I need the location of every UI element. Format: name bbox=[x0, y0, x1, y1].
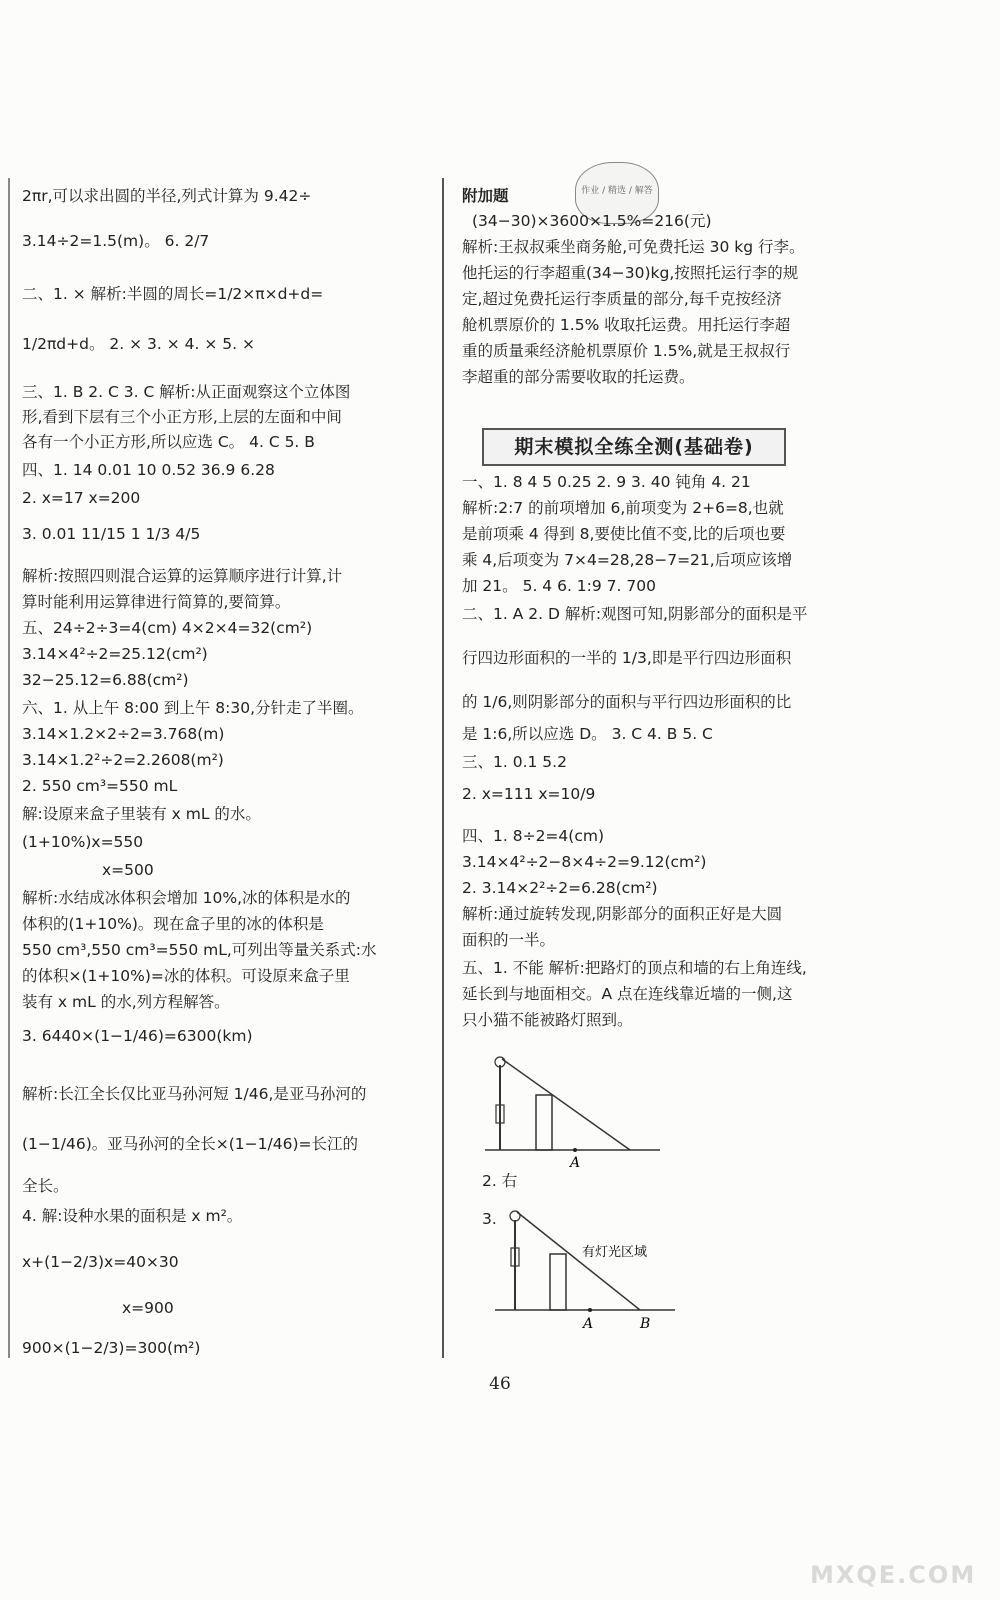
text-line: 解析:通过旋转发现,阴影部分的面积正好是大圆 bbox=[462, 905, 783, 923]
text-line: x+(1−2/3)x=40×30 bbox=[22, 1253, 179, 1271]
text-line: (34−30)×3600×1.5%=216(元) bbox=[472, 212, 712, 230]
text-line: 六、1. 从上午 8:00 到上午 8:30,分针走了半圈。 bbox=[22, 699, 364, 717]
left-margin-rule bbox=[8, 178, 10, 1358]
column-divider bbox=[442, 178, 444, 1358]
text-line: 是 1:6,所以应选 D。 3. C 4. B 5. C bbox=[462, 725, 713, 743]
stamp-text: 作业 / 精选 / 解答 bbox=[581, 186, 653, 196]
text-line: 算时能利用运算律进行简算的,要简算。 bbox=[22, 593, 291, 611]
lit-region-label: 有灯光区域 bbox=[582, 1245, 648, 1260]
text-line: 的 1/6,则阴影部分的面积与平行四边形面积的比 bbox=[462, 693, 792, 711]
text-line: 是前项乘 4 得到 8,要使比值不变,比的后项也要 bbox=[462, 525, 786, 543]
point-a-label: A bbox=[570, 1155, 581, 1170]
light-ray bbox=[517, 1212, 640, 1310]
wall bbox=[550, 1254, 566, 1310]
bonus-heading: 附加题 bbox=[462, 187, 509, 205]
text-line: 定,超过免费托运行李质量的部分,每千克按经济 bbox=[462, 290, 782, 308]
text-line: 解析:王叔叔乘坐商务舱,可免费托运 30 kg 行李。 bbox=[462, 238, 805, 256]
point-b-label: B bbox=[640, 1316, 651, 1332]
text-line: 重的质量乘经济舱机票原价 1.5%,就是王叔叔行 bbox=[462, 342, 791, 360]
text-line: (1−1/46)。亚马孙河的全长×(1−1/46)=长江的 bbox=[22, 1135, 358, 1153]
section-title-banner: 期末模拟全练全测(基础卷) bbox=[482, 428, 786, 466]
lamp-figure-2 bbox=[490, 1198, 680, 1338]
text-line: 3.14÷2=1.5(m)。 6. 2/7 bbox=[22, 232, 210, 250]
text-line: 3.14×4²÷2=25.12(cm²) bbox=[22, 645, 208, 663]
text-line: 解析:2:7 的前项增加 6,前项变为 2+6=8,也就 bbox=[462, 499, 784, 517]
text-line: 2πr,可以求出圆的半径,列式计算为 9.42÷ bbox=[22, 187, 312, 205]
text-line: 乘 4,后项变为 7×4=28,28−7=21,后项应该增 bbox=[462, 551, 793, 569]
text-line: 2. 3.14×2²÷2=6.28(cm²) bbox=[462, 879, 658, 897]
text-line: 延长到与地面相交。A 点在连线靠近墙的一侧,这 bbox=[462, 985, 793, 1003]
text-line: 4. 解:设种水果的面积是 x m²。 bbox=[22, 1207, 243, 1225]
text-line: 3. 6440×(1−1/46)=6300(km) bbox=[22, 1027, 253, 1045]
text-line: 2. x=17 x=200 bbox=[22, 489, 141, 507]
lamp-figure-1 bbox=[480, 1045, 670, 1170]
text-line: 形,看到下层有三个小正方形,上层的左面和中间 bbox=[22, 408, 342, 426]
text-line: 3.14×4²÷2−8×4÷2=9.12(cm²) bbox=[462, 853, 707, 871]
text-line: 1/2πd+d。 2. × 3. × 4. × 5. × bbox=[22, 335, 255, 353]
text-line: 的体积×(1+10%)=冰的体积。可设原来盒子里 bbox=[22, 967, 350, 985]
text-line: 3.14×1.2²÷2=2.2608(m²) bbox=[22, 751, 224, 769]
text-line: 2. 550 cm³=550 mL bbox=[22, 777, 178, 795]
point-a-dot bbox=[588, 1308, 592, 1312]
text-line: 各有一个小正方形,所以应选 C。 4. C 5. B bbox=[22, 433, 315, 451]
text-line: 四、1. 14 0.01 10 0.52 36.9 6.28 bbox=[22, 461, 275, 479]
text-line: x=900 bbox=[122, 1299, 174, 1317]
text-line: x=500 bbox=[102, 861, 154, 879]
text-line: 二、1. × 解析:半圆的周长=1/2×π×d+d= bbox=[22, 285, 324, 303]
point-a-label: A bbox=[583, 1316, 594, 1332]
text-line: 3. 0.01 11/15 1 1/3 4/5 bbox=[22, 525, 201, 543]
watermark-logo bbox=[770, 1496, 995, 1600]
text-line: 2. 右 bbox=[482, 1172, 518, 1190]
text-line: 舱机票原价的 1.5% 收取托运费。用托运行李超 bbox=[462, 316, 791, 334]
text-line: 三、1. B 2. C 3. C 解析:从正面观察这个立体图 bbox=[22, 383, 351, 401]
text-line: 面积的一半。 bbox=[462, 931, 556, 949]
light-ray bbox=[502, 1059, 630, 1150]
text-line: 3. bbox=[482, 1210, 497, 1228]
page-number: 46 bbox=[489, 1374, 511, 1394]
text-line: 只小猫不能被路灯照到。 bbox=[462, 1011, 633, 1029]
text-line: 解析:水结成冰体积会增加 10%,冰的体积是水的 bbox=[22, 889, 351, 907]
text-line: 五、24÷2÷3=4(cm) 4×2×4=32(cm²) bbox=[22, 619, 313, 637]
text-line: 行四边形面积的一半的 1/3,即是平行四边形面积 bbox=[462, 649, 792, 667]
text-line: 五、1. 不能 解析:把路灯的顶点和墙的右上角连线, bbox=[462, 959, 807, 977]
text-line: 体积的(1+10%)。现在盒子里的冰的体积是 bbox=[22, 915, 324, 933]
text-line: 550 cm³,550 cm³=550 mL,可列出等量关系式:水 bbox=[22, 941, 377, 959]
text-line: 解析:按照四则混合运算的运算顺序进行计算,计 bbox=[22, 567, 343, 585]
text-line: 装有 x mL 的水,列方程解答。 bbox=[22, 993, 230, 1011]
text-line: 32−25.12=6.88(cm²) bbox=[22, 671, 189, 689]
text-line: 3.14×1.2×2÷2=3.768(m) bbox=[22, 725, 225, 743]
point-a-dot bbox=[573, 1148, 577, 1152]
text-line: 2. x=111 x=10/9 bbox=[462, 785, 596, 803]
text-line: 李超重的部分需要收取的托运费。 bbox=[462, 368, 695, 386]
text-line: 他托运的行李超重(34−30)kg,按照托运行李的规 bbox=[462, 264, 799, 282]
text-line: 解析:长江全长仅比亚马孙河短 1/46,是亚马孙河的 bbox=[22, 1085, 367, 1103]
watermark-text: MXQE.COM bbox=[810, 1561, 977, 1589]
text-line: (1+10%)x=550 bbox=[22, 833, 144, 851]
text-line: 一、1. 8 4 5 0.25 2. 9 3. 40 钝角 4. 21 bbox=[462, 473, 751, 491]
wall bbox=[536, 1095, 552, 1150]
text-line: 全长。 bbox=[22, 1177, 69, 1195]
text-line: 三、1. 0.1 5.2 bbox=[462, 753, 567, 771]
text-line: 加 21。 5. 4 6. 1:9 7. 700 bbox=[462, 577, 656, 595]
text-line: 四、1. 8÷2=4(cm) bbox=[462, 827, 604, 845]
text-line: 900×(1−2/3)=300(m²) bbox=[22, 1339, 201, 1357]
text-line: 解:设原来盒子里装有 x mL 的水。 bbox=[22, 805, 261, 823]
text-line: 二、1. A 2. D 解析:观图可知,阴影部分的面积是平 bbox=[462, 605, 808, 623]
